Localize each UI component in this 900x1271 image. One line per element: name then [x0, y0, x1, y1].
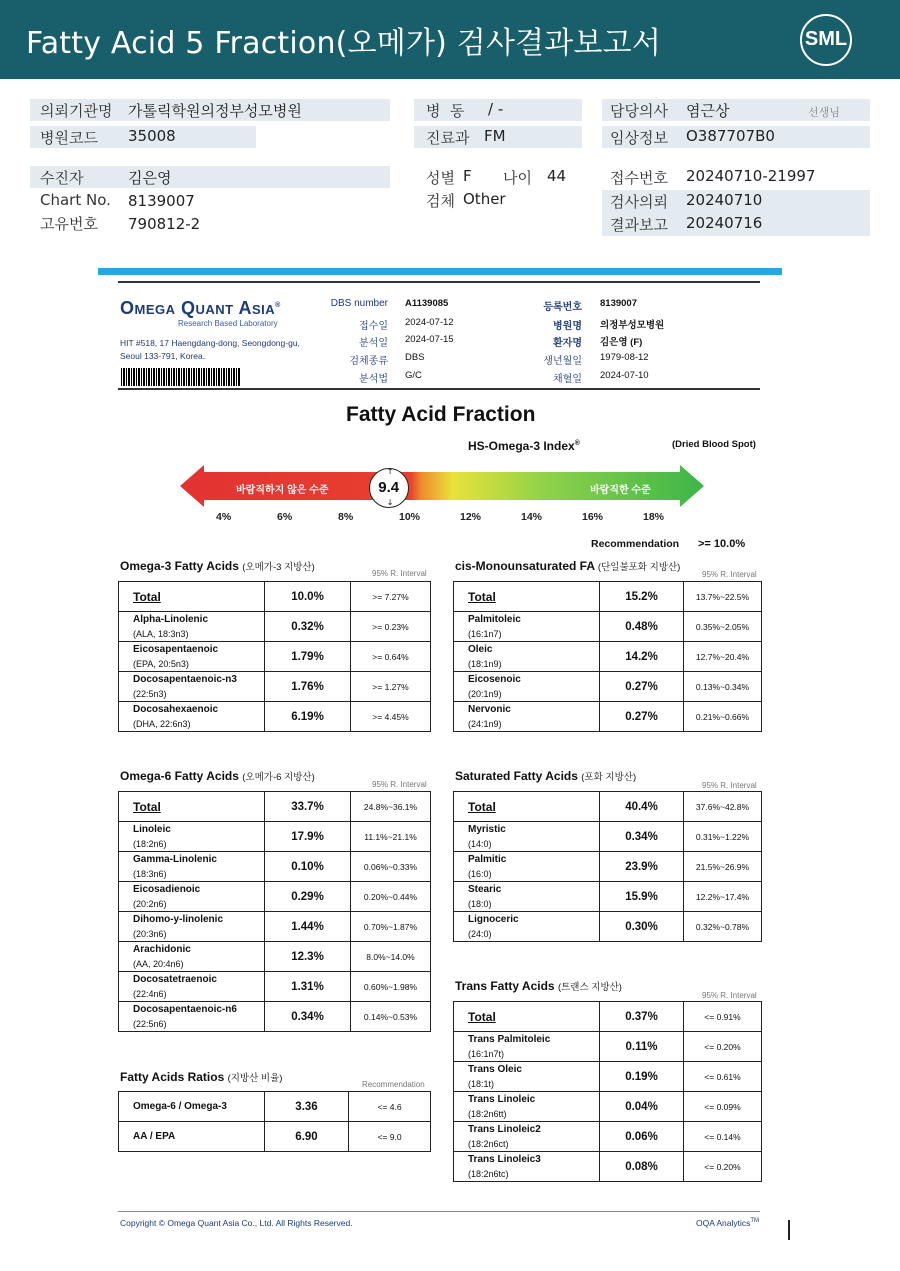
- specimen-label: 검체: [426, 192, 455, 210]
- request-value: 20240710: [686, 191, 763, 209]
- table-row: [454, 852, 762, 882]
- table-row: [454, 702, 762, 732]
- total-row: [454, 1002, 762, 1032]
- result-value: 1.79%: [265, 642, 351, 672]
- acid-name: Docosapentaenoic-n6: [133, 1003, 237, 1015]
- reference-range: 12.7%~20.4%: [684, 642, 762, 672]
- acid-notation: (16:1n7t): [468, 1048, 505, 1059]
- acid-name: Palmitoleic: [468, 613, 521, 625]
- lab-name: Omega Quant Asia: [120, 298, 276, 318]
- acid-name-cell: [454, 1032, 600, 1062]
- hospital-value: 가톨릭학원의정부성모병원: [128, 102, 302, 120]
- acid-name: Trans Linoleic: [468, 1093, 536, 1105]
- hospital-code-label: 병원코드: [40, 129, 98, 147]
- acid-name: Trans Oleic: [468, 1063, 522, 1075]
- acid-notation: (24:1n9): [468, 718, 502, 729]
- reference-range: 0.70%~1.87%: [351, 912, 431, 942]
- table-row: [119, 702, 431, 732]
- acid-notation: (18:2n6ct): [468, 1138, 509, 1149]
- reference-range: 0.35%~2.05%: [684, 612, 762, 642]
- lab-trademark: ®: [275, 302, 281, 309]
- ratios-rec-label: Recommendation: [362, 1080, 425, 1089]
- reference-range: >= 0.23%: [351, 612, 431, 642]
- acid-notation: (20:1n9): [468, 688, 502, 699]
- table-row: [119, 1122, 431, 1152]
- result-value: 1.31%: [265, 972, 351, 1002]
- acid-notation: (AA, 20:4n6): [133, 958, 184, 969]
- acid-notation: (22:4n6): [133, 988, 167, 999]
- dried-blood-spot: (Dried Blood Spot): [672, 439, 756, 450]
- reference-range: 0.13%~0.34%: [684, 672, 762, 702]
- meta-value: 의정부성모병원: [600, 320, 665, 331]
- acid-name-cell: [454, 882, 600, 912]
- acid-name: Trans Linoleic2: [468, 1123, 541, 1135]
- age-label: 나이: [503, 169, 532, 187]
- reference-range: 0.32%~0.78%: [684, 912, 762, 942]
- omega6-table: [118, 791, 431, 1032]
- acid-name: Eicosadienoic: [133, 883, 201, 895]
- reference-range: 0.20%~0.44%: [351, 882, 431, 912]
- gauge-tick-label: 10%: [399, 511, 421, 523]
- gauge-tick-label: 16%: [582, 511, 604, 523]
- table-row: [119, 642, 431, 672]
- ratios-title-text: Fatty Acids Ratios: [120, 1070, 225, 1084]
- clinical-value: O387707B0: [686, 127, 775, 145]
- acid-notation: (18:2n6): [133, 838, 167, 849]
- mufa-table: [453, 581, 762, 732]
- acid-notation: (18:0): [468, 898, 492, 909]
- table-row: [454, 1122, 762, 1152]
- lab-address: HIT #518, 17 Haengdang-dong, Seongdong-gu, Seoul 133-791, Korea.: [120, 338, 300, 361]
- acid-name-cell: [119, 612, 265, 642]
- acid-notation: (EPA, 20:5n3): [133, 658, 189, 669]
- acid-name: Eicosapentaenoic: [133, 643, 219, 655]
- index-marker: [369, 468, 409, 508]
- index-title-text: HS-Omega-3 Index: [468, 439, 575, 453]
- acid-notation: (22:5n6): [133, 1018, 167, 1029]
- acid-name: Docosapentaenoic-n3: [133, 673, 237, 685]
- trans-table: [453, 1001, 762, 1182]
- result-value: 14.2%: [600, 642, 684, 672]
- acid-name-cell: [119, 672, 265, 702]
- omega6-title-text: Omega-6 Fatty Acids: [120, 769, 239, 783]
- result-value: 0.11%: [600, 1032, 684, 1062]
- reference-range: <= 0.61%: [684, 1062, 762, 1092]
- reference-range: 13.7%~22.5%: [684, 582, 762, 612]
- index-title-sup: ®: [574, 440, 580, 447]
- acid-name-cell: [119, 972, 265, 1002]
- meta-label: 생년월일: [543, 356, 582, 367]
- barcode-image: [121, 368, 241, 386]
- acid-name: Gamma-Linolenic: [133, 853, 217, 865]
- acid-name: Stearic: [468, 883, 502, 895]
- table-row: [454, 1062, 762, 1092]
- result-value: 0.29%: [265, 882, 351, 912]
- gauge-tick-label: 4%: [216, 511, 232, 523]
- acid-name-cell: [119, 822, 265, 852]
- result-value: 6.19%: [265, 702, 351, 732]
- reference-range: <= 9.0: [349, 1122, 431, 1152]
- result-value: 23.9%: [600, 852, 684, 882]
- meta-label: DBS number: [330, 298, 388, 309]
- sml-logo: [800, 14, 852, 66]
- name-label: 수진자: [40, 169, 84, 187]
- acid-notation: (18:2n6tt): [468, 1108, 507, 1119]
- reference-range: 21.5%~26.9%: [684, 852, 762, 882]
- reference-range: 37.6%~42.8%: [684, 792, 762, 822]
- meta-value: 김은영 (F): [600, 337, 643, 348]
- omega6-ri-label: 95% R. Interval: [372, 780, 427, 789]
- acid-name: Linoleic: [133, 823, 171, 835]
- clinical-label: 임상정보: [610, 129, 668, 147]
- gauge-tick-label: 8%: [338, 511, 354, 523]
- reference-range: <= 0.14%: [684, 1122, 762, 1152]
- acid-name-cell: [119, 702, 265, 732]
- reference-range: 0.21%~0.66%: [684, 702, 762, 732]
- result-value: 0.32%: [265, 612, 351, 642]
- acid-notation: (18:3n6): [133, 868, 167, 879]
- doctor-label: 담당의사: [610, 102, 668, 120]
- reference-range: <= 0.20%: [684, 1152, 762, 1182]
- acid-name: Trans Palmitoleic: [468, 1033, 551, 1045]
- acid-name: Nervonic: [468, 703, 511, 715]
- table-row: [119, 1002, 431, 1032]
- meta-label: 검체종류: [349, 356, 388, 367]
- table-row: [454, 612, 762, 642]
- table-row: [119, 672, 431, 702]
- acid-name-cell: [119, 1002, 265, 1032]
- footer-brand: [696, 1218, 759, 1228]
- sfa-title: [455, 769, 636, 783]
- result-value: 15.2%: [600, 582, 684, 612]
- acid-notation: (ALA, 18:3n3): [133, 628, 189, 639]
- report-title: Fatty Acid 5 Fraction(오메가) 검사결과보고서: [26, 26, 662, 61]
- acid-name-cell: [119, 912, 265, 942]
- result-value: 17.9%: [265, 822, 351, 852]
- recommendation-value: >= 10.0%: [698, 538, 746, 550]
- reference-range: <= 0.09%: [684, 1092, 762, 1122]
- sex-label: 성별: [426, 169, 455, 187]
- acid-name-cell: [454, 1122, 600, 1152]
- table-row: [454, 672, 762, 702]
- meta-label: 병원명: [553, 321, 582, 332]
- trans-ri-label: 95% R. Interval: [702, 991, 757, 1000]
- result-value: 10.0%: [265, 582, 351, 612]
- result-value: 1.76%: [265, 672, 351, 702]
- acid-name-cell: [454, 1092, 600, 1122]
- result-value: 0.34%: [600, 822, 684, 852]
- meta-value: G/C: [405, 370, 422, 381]
- sfa-ri-label: 95% R. Interval: [702, 781, 757, 790]
- sex-value: F: [463, 167, 472, 185]
- acid-name-cell: [454, 912, 600, 942]
- gauge-tick-label: 14%: [521, 511, 543, 523]
- page-marker: [788, 1220, 790, 1240]
- meta-value: 8139007: [600, 298, 637, 309]
- ward-label: 병 동: [426, 102, 465, 120]
- total-label: Total: [454, 582, 600, 612]
- acid-name: Omega-6 / Omega-3: [133, 1100, 227, 1112]
- gauge-bad-label: 바람직하지 않은 수준: [236, 485, 329, 496]
- table-row: [119, 612, 431, 642]
- age-value: 44: [547, 167, 567, 185]
- omega3-table: [118, 581, 431, 732]
- acid-name: Alpha-Linolenic: [133, 613, 208, 625]
- acid-notation: (18:2n6tc): [468, 1168, 509, 1179]
- omega3-title: [120, 559, 315, 573]
- reference-range: >= 1.27%: [351, 672, 431, 702]
- omega3-title-text: Omega-3 Fatty Acids: [120, 559, 239, 573]
- acid-name: Eicosenoic: [468, 673, 521, 685]
- trans-title-kr: (트랜스 지방산): [557, 982, 622, 993]
- result-value: 0.37%: [600, 1002, 684, 1032]
- mufa-title-kr: (단일불포화 지방산): [597, 562, 681, 573]
- acid-name: Lignoceric: [468, 913, 519, 925]
- result-value: 33.7%: [265, 792, 351, 822]
- recommendation-label: Recommendation: [591, 538, 680, 550]
- name-value: 김은영: [128, 169, 172, 187]
- doctor-value: 염근상: [686, 102, 730, 120]
- ratios-title-kr: (지방산 비율): [227, 1073, 283, 1084]
- acid-name: Oleic: [468, 643, 493, 655]
- acid-notation: (DHA, 22:6n3): [133, 718, 191, 729]
- result-value: 0.06%: [600, 1122, 684, 1152]
- omega3-title-kr: (오메가-3 지방산): [242, 562, 315, 573]
- divider-bar: [98, 268, 782, 275]
- fraction-title: Fatty Acid Fraction: [346, 403, 536, 426]
- acid-name-cell: [119, 1092, 265, 1122]
- table-row: [119, 912, 431, 942]
- reference-range: <= 0.20%: [684, 1032, 762, 1062]
- sml-logo-text: SML: [804, 28, 848, 50]
- hospital-code-value: 35008: [128, 127, 176, 145]
- meta-label: 등록번호: [543, 302, 582, 313]
- chart-value: 8139007: [128, 192, 195, 210]
- meta-value: 2024-07-12: [405, 317, 454, 328]
- lab-logo: [120, 298, 281, 319]
- reference-range: 0.31%~1.22%: [684, 822, 762, 852]
- acid-name-cell: [119, 1122, 265, 1152]
- ratios-title: [120, 1070, 282, 1084]
- info-bar: [30, 166, 390, 188]
- acid-notation: (16:0): [468, 868, 492, 879]
- acid-name: Trans Linoleic3: [468, 1153, 541, 1165]
- footer-rule: [118, 1211, 760, 1212]
- gauge-good-label: 바람직한 수준: [590, 485, 651, 496]
- acid-name-cell: [119, 852, 265, 882]
- meta-label: 채혈일: [553, 374, 582, 385]
- acid-notation: (24:0): [468, 928, 492, 939]
- acid-name-cell: [454, 1062, 600, 1092]
- result-value: 40.4%: [600, 792, 684, 822]
- request-label: 검사의뢰: [610, 193, 668, 211]
- result-value: 0.27%: [600, 702, 684, 732]
- acid-name: Docosahexaenoic: [133, 703, 219, 715]
- table-row: [454, 642, 762, 672]
- reference-range: 24.8%~36.1%: [351, 792, 431, 822]
- total-label: Total: [454, 1002, 600, 1032]
- rule: [118, 281, 760, 283]
- table-row: [119, 1092, 431, 1122]
- result-value: 0.04%: [600, 1092, 684, 1122]
- meta-value: A1139085: [405, 298, 449, 309]
- acid-name-cell: [119, 882, 265, 912]
- unique-value: 790812-2: [128, 215, 201, 233]
- total-label: Total: [454, 792, 600, 822]
- table-row: [454, 912, 762, 942]
- dept-value: FM: [484, 127, 506, 145]
- total-row: [454, 792, 762, 822]
- result-value: 3.36: [265, 1092, 349, 1122]
- report-date-label: 결과보고: [610, 216, 668, 234]
- trans-title-text: Trans Fatty Acids: [455, 979, 555, 993]
- acid-name-cell: [119, 942, 265, 972]
- reference-range: >= 7.27%: [351, 582, 431, 612]
- result-value: 0.34%: [265, 1002, 351, 1032]
- omega3-ri-label: 95% R. Interval: [372, 569, 427, 578]
- acid-name: Dihomo-y-linolenic: [133, 913, 223, 925]
- acid-notation: (18:1t): [468, 1078, 495, 1089]
- omega6-title-kr: (오메가-6 지방산): [242, 772, 315, 783]
- reference-range: 11.1%~21.1%: [351, 822, 431, 852]
- ratios-table: [118, 1091, 431, 1152]
- meta-value: 1979-08-12: [600, 352, 649, 363]
- result-value: 0.48%: [600, 612, 684, 642]
- acid-notation: (20:3n6): [133, 928, 167, 939]
- report-date-value: 20240716: [686, 214, 763, 232]
- mufa-title-text: cis-Monounsaturated FA: [455, 559, 595, 573]
- result-value: 1.44%: [265, 912, 351, 942]
- table-row: [454, 1032, 762, 1062]
- gauge-tick-label: 6%: [277, 511, 293, 523]
- table-row: [454, 1152, 762, 1182]
- index-title: [468, 439, 580, 453]
- chart-label: Chart No.: [40, 191, 111, 209]
- index-value: 9.4: [378, 479, 400, 496]
- report-header: [0, 0, 900, 79]
- acid-notation: (22:5n3): [133, 688, 167, 699]
- meta-label: 분석법: [359, 374, 388, 385]
- meta-value: DBS: [405, 352, 425, 363]
- table-row: [119, 972, 431, 1002]
- result-value: 0.08%: [600, 1152, 684, 1182]
- acid-name-cell: [454, 612, 600, 642]
- table-row: [119, 822, 431, 852]
- meta-label: 분석일: [359, 338, 388, 349]
- acid-notation: (18:1n9): [468, 658, 502, 669]
- lab-subtitle: Research Based Laboratory: [178, 319, 278, 328]
- marker-up-arrow: ↑: [386, 467, 394, 476]
- total-label: Total: [119, 582, 265, 612]
- receipt-label: 접수번호: [610, 169, 668, 187]
- acid-name: Docosatetraenoic: [133, 973, 217, 985]
- doctor-suffix: 선생님: [808, 106, 840, 119]
- result-value: 0.10%: [265, 852, 351, 882]
- mufa-title: [455, 559, 680, 573]
- mufa-ri-label: 95% R. Interval: [702, 570, 757, 579]
- footer-brand-tm: TM: [750, 1218, 760, 1225]
- result-value: 0.30%: [600, 912, 684, 942]
- reference-range: 0.60%~1.98%: [351, 972, 431, 1002]
- total-row: [119, 582, 431, 612]
- omega6-title: [120, 769, 315, 783]
- reference-range: <= 0.91%: [684, 1002, 762, 1032]
- reference-range: 0.06%~0.33%: [351, 852, 431, 882]
- meta-value: 2024-07-15: [405, 334, 454, 345]
- table-row: [119, 882, 431, 912]
- unique-label: 고유번호: [40, 215, 98, 233]
- result-value: 12.3%: [265, 942, 351, 972]
- sfa-title-text: Saturated Fatty Acids: [455, 769, 578, 783]
- table-row: [454, 1092, 762, 1122]
- acid-name: Palmitic: [468, 853, 507, 865]
- total-row: [454, 582, 762, 612]
- acid-name: AA / EPA: [133, 1130, 176, 1142]
- meta-label: 환자명: [553, 338, 582, 349]
- reference-range: <= 4.6: [349, 1092, 431, 1122]
- acid-name-cell: [454, 702, 600, 732]
- reference-range: 8.0%~14.0%: [351, 942, 431, 972]
- trans-title: [455, 979, 622, 993]
- receipt-value: 20240710-21997: [686, 167, 816, 185]
- table-row: [119, 852, 431, 882]
- acid-notation: (20:2n6): [133, 898, 167, 909]
- reference-range: >= 4.45%: [351, 702, 431, 732]
- table-row: [119, 942, 431, 972]
- acid-notation: (16:1n7): [468, 628, 502, 639]
- specimen-value: Other: [463, 190, 506, 208]
- reference-range: 0.14%~0.53%: [351, 1002, 431, 1032]
- result-value: 6.90: [265, 1122, 349, 1152]
- meta-value: 2024-07-10: [600, 370, 649, 381]
- acid-name-cell: [454, 852, 600, 882]
- footer-brand-text: OQA Analytics: [696, 1218, 751, 1228]
- result-value: 0.19%: [600, 1062, 684, 1092]
- total-label: Total: [119, 792, 265, 822]
- table-row: [454, 822, 762, 852]
- dept-label: 진료과: [426, 129, 470, 147]
- rule: [118, 388, 760, 390]
- acid-name-cell: [454, 672, 600, 702]
- sfa-table: [453, 791, 762, 942]
- acid-name-cell: [119, 642, 265, 672]
- gauge-tick-label: 12%: [460, 511, 482, 523]
- sfa-title-kr: (포화 지방산): [581, 772, 637, 783]
- copyright: Copyright © Omega Quant Asia Co., Ltd. All Rights Reserved.: [120, 1218, 353, 1228]
- acid-name-cell: [454, 1152, 600, 1182]
- acid-name-cell: [454, 642, 600, 672]
- result-value: 0.27%: [600, 672, 684, 702]
- reference-range: >= 0.64%: [351, 642, 431, 672]
- acid-notation: (14:0): [468, 838, 492, 849]
- gauge-tick-label: 18%: [643, 511, 665, 523]
- acid-name: Myristic: [468, 823, 506, 835]
- acid-name-cell: [454, 822, 600, 852]
- total-row: [119, 792, 431, 822]
- table-row: [454, 882, 762, 912]
- marker-down-arrow: ↓: [386, 498, 394, 507]
- result-value: 15.9%: [600, 882, 684, 912]
- acid-name: Arachidonic: [133, 943, 191, 955]
- ward-value: / -: [488, 100, 504, 118]
- meta-label: 접수일: [359, 321, 388, 332]
- hospital-label: 의뢰기관명: [40, 102, 113, 120]
- reference-range: 12.2%~17.4%: [684, 882, 762, 912]
